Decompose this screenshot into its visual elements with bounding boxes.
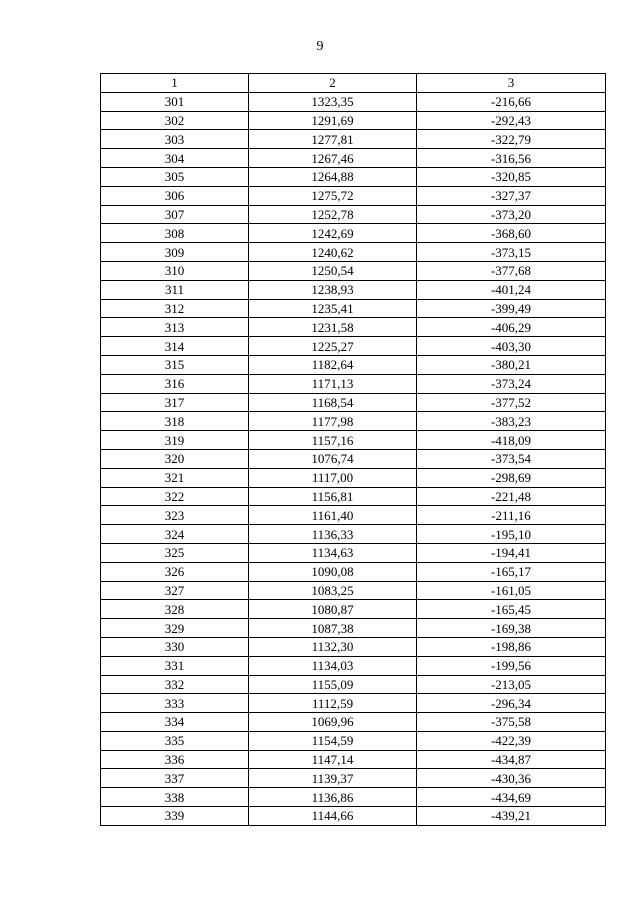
table-row — [101, 637, 606, 656]
table-body — [101, 92, 606, 825]
table-cell-col-2: 1132,30 — [249, 637, 417, 656]
table-cell-col-2: 1134,63 — [249, 543, 417, 562]
table-cell-col-1: 335 — [101, 731, 249, 750]
table-cell-col-1: 301 — [101, 92, 249, 111]
table-cell-col-3: -403,30 — [417, 337, 606, 356]
table-cell-col-2: 1083,25 — [249, 581, 417, 600]
table-cell-col-1: 307 — [101, 205, 249, 224]
table-cell-col-1: 308 — [101, 224, 249, 243]
table-cell-col-1: 310 — [101, 261, 249, 280]
table-cell-col-2: 1177,98 — [249, 412, 417, 431]
table-cell-col-1: 337 — [101, 769, 249, 788]
table-cell-col-3: -418,09 — [417, 431, 606, 450]
table-row — [101, 374, 606, 393]
table-cell-col-2: 1267,46 — [249, 149, 417, 168]
table-row — [101, 205, 606, 224]
table-cell-col-2: 1117,00 — [249, 468, 417, 487]
column-header-3: 3 — [417, 74, 606, 93]
data-table — [100, 73, 606, 826]
table-cell-col-1: 328 — [101, 600, 249, 619]
table-row — [101, 186, 606, 205]
table-row — [101, 355, 606, 374]
table-cell-col-2: 1136,33 — [249, 525, 417, 544]
table-cell-col-3: -198,86 — [417, 637, 606, 656]
table-cell-col-2: 1238,93 — [249, 280, 417, 299]
table-row — [101, 412, 606, 431]
table-cell-col-1: 312 — [101, 299, 249, 318]
table-row — [101, 600, 606, 619]
table-cell-col-3: -169,38 — [417, 619, 606, 638]
table-row — [101, 393, 606, 412]
table-row — [101, 788, 606, 807]
table-cell-col-1: 314 — [101, 337, 249, 356]
table-row — [101, 506, 606, 525]
table-cell-col-1: 332 — [101, 675, 249, 694]
table-header-row — [101, 74, 606, 93]
table-cell-col-3: -199,56 — [417, 656, 606, 675]
table-row — [101, 243, 606, 262]
table-cell-col-3: -216,66 — [417, 92, 606, 111]
table-cell-col-1: 305 — [101, 167, 249, 186]
table-cell-col-1: 321 — [101, 468, 249, 487]
table-cell-col-2: 1250,54 — [249, 261, 417, 280]
table-row — [101, 431, 606, 450]
table-cell-col-1: 319 — [101, 431, 249, 450]
table-cell-col-1: 313 — [101, 318, 249, 337]
table-cell-col-1: 331 — [101, 656, 249, 675]
table-row — [101, 619, 606, 638]
table-row — [101, 449, 606, 468]
table-cell-col-1: 325 — [101, 543, 249, 562]
table-cell-col-3: -194,41 — [417, 543, 606, 562]
table-cell-col-3: -422,39 — [417, 731, 606, 750]
table-row — [101, 656, 606, 675]
table-cell-col-2: 1069,96 — [249, 713, 417, 732]
table-cell-col-1: 320 — [101, 449, 249, 468]
table-cell-col-3: -316,56 — [417, 149, 606, 168]
table-cell-col-3: -406,29 — [417, 318, 606, 337]
table-cell-col-3: -434,87 — [417, 750, 606, 769]
table-row — [101, 694, 606, 713]
table-cell-col-3: -399,49 — [417, 299, 606, 318]
table-cell-col-2: 1323,35 — [249, 92, 417, 111]
table-cell-col-3: -211,16 — [417, 506, 606, 525]
table-cell-col-3: -373,54 — [417, 449, 606, 468]
table-row — [101, 581, 606, 600]
table-row — [101, 92, 606, 111]
table-cell-col-2: 1235,41 — [249, 299, 417, 318]
table-row — [101, 731, 606, 750]
table-row — [101, 261, 606, 280]
table-cell-col-3: -430,36 — [417, 769, 606, 788]
table-row — [101, 769, 606, 788]
table-cell-col-1: 333 — [101, 694, 249, 713]
table-cell-col-3: -434,69 — [417, 788, 606, 807]
table-cell-col-2: 1147,14 — [249, 750, 417, 769]
table-cell-col-3: -375,58 — [417, 713, 606, 732]
table-cell-col-2: 1161,40 — [249, 506, 417, 525]
table-cell-col-3: -401,24 — [417, 280, 606, 299]
table-cell-col-3: -327,37 — [417, 186, 606, 205]
table-cell-col-2: 1144,66 — [249, 807, 417, 826]
table-cell-col-1: 326 — [101, 562, 249, 581]
table-cell-col-3: -368,60 — [417, 224, 606, 243]
table-cell-col-2: 1168,54 — [249, 393, 417, 412]
table-row — [101, 713, 606, 732]
table-cell-col-1: 318 — [101, 412, 249, 431]
table-cell-col-2: 1240,62 — [249, 243, 417, 262]
table-row — [101, 562, 606, 581]
table-cell-col-3: -221,48 — [417, 487, 606, 506]
table-cell-col-3: -383,23 — [417, 412, 606, 431]
table-row — [101, 468, 606, 487]
table-cell-col-1: 304 — [101, 149, 249, 168]
table-cell-col-3: -195,10 — [417, 525, 606, 544]
table-row — [101, 318, 606, 337]
table-cell-col-3: -380,21 — [417, 355, 606, 374]
table-cell-col-2: 1275,72 — [249, 186, 417, 205]
table-row — [101, 675, 606, 694]
table-row — [101, 111, 606, 130]
table-cell-col-3: -165,45 — [417, 600, 606, 619]
table-cell-col-2: 1182,64 — [249, 355, 417, 374]
table-cell-col-3: -213,05 — [417, 675, 606, 694]
table-row — [101, 807, 606, 826]
table-header — [101, 74, 606, 93]
table-cell-col-1: 303 — [101, 130, 249, 149]
table-cell-col-3: -377,68 — [417, 261, 606, 280]
table-cell-col-2: 1231,58 — [249, 318, 417, 337]
table-cell-col-2: 1277,81 — [249, 130, 417, 149]
table-cell-col-2: 1112,59 — [249, 694, 417, 713]
table-cell-col-2: 1134,03 — [249, 656, 417, 675]
table-cell-col-2: 1156,81 — [249, 487, 417, 506]
table-cell-col-3: -439,21 — [417, 807, 606, 826]
table-cell-col-1: 317 — [101, 393, 249, 412]
table-row — [101, 224, 606, 243]
table-cell-col-2: 1080,87 — [249, 600, 417, 619]
table-cell-col-1: 339 — [101, 807, 249, 826]
table-cell-col-2: 1090,08 — [249, 562, 417, 581]
table-cell-col-3: -296,34 — [417, 694, 606, 713]
table-cell-col-3: -320,85 — [417, 167, 606, 186]
table-cell-col-2: 1139,37 — [249, 769, 417, 788]
table-cell-col-1: 329 — [101, 619, 249, 638]
table-row — [101, 130, 606, 149]
table-cell-col-1: 302 — [101, 111, 249, 130]
table-row — [101, 280, 606, 299]
table-cell-col-2: 1155,09 — [249, 675, 417, 694]
table-cell-col-1: 311 — [101, 280, 249, 299]
table-cell-col-1: 306 — [101, 186, 249, 205]
table-cell-col-3: -161,05 — [417, 581, 606, 600]
table-row — [101, 149, 606, 168]
table-cell-col-1: 322 — [101, 487, 249, 506]
table-cell-col-2: 1264,88 — [249, 167, 417, 186]
table-row — [101, 543, 606, 562]
table-cell-col-2: 1157,16 — [249, 431, 417, 450]
table-cell-col-1: 309 — [101, 243, 249, 262]
table-cell-col-1: 315 — [101, 355, 249, 374]
table-cell-col-1: 330 — [101, 637, 249, 656]
table-cell-col-3: -292,43 — [417, 111, 606, 130]
table-cell-col-3: -373,15 — [417, 243, 606, 262]
table-cell-col-2: 1087,38 — [249, 619, 417, 638]
table-cell-col-1: 336 — [101, 750, 249, 769]
table-cell-col-2: 1242,69 — [249, 224, 417, 243]
table-cell-col-1: 324 — [101, 525, 249, 544]
page-number: 9 — [316, 39, 324, 54]
table-cell-col-2: 1076,74 — [249, 449, 417, 468]
table-cell-col-3: -373,20 — [417, 205, 606, 224]
table-cell-col-1: 334 — [101, 713, 249, 732]
table-cell-col-3: -373,24 — [417, 374, 606, 393]
table-cell-col-1: 327 — [101, 581, 249, 600]
table-cell-col-2: 1136,86 — [249, 788, 417, 807]
table-cell-col-1: 316 — [101, 374, 249, 393]
table-cell-col-2: 1154,59 — [249, 731, 417, 750]
table-cell-col-1: 323 — [101, 506, 249, 525]
table-cell-col-3: -165,17 — [417, 562, 606, 581]
table-cell-col-3: -322,79 — [417, 130, 606, 149]
table-cell-col-2: 1252,78 — [249, 205, 417, 224]
table-cell-col-2: 1291,69 — [249, 111, 417, 130]
column-header-2: 2 — [249, 74, 417, 93]
table-cell-col-3: -377,52 — [417, 393, 606, 412]
table-cell-col-3: -298,69 — [417, 468, 606, 487]
table-row — [101, 487, 606, 506]
table-row — [101, 167, 606, 186]
table-row — [101, 525, 606, 544]
table-row — [101, 299, 606, 318]
table-row — [101, 750, 606, 769]
column-header-1: 1 — [101, 74, 249, 93]
table-cell-col-2: 1171,13 — [249, 374, 417, 393]
table-row — [101, 337, 606, 356]
table-cell-col-1: 338 — [101, 788, 249, 807]
table-cell-col-2: 1225,27 — [249, 337, 417, 356]
